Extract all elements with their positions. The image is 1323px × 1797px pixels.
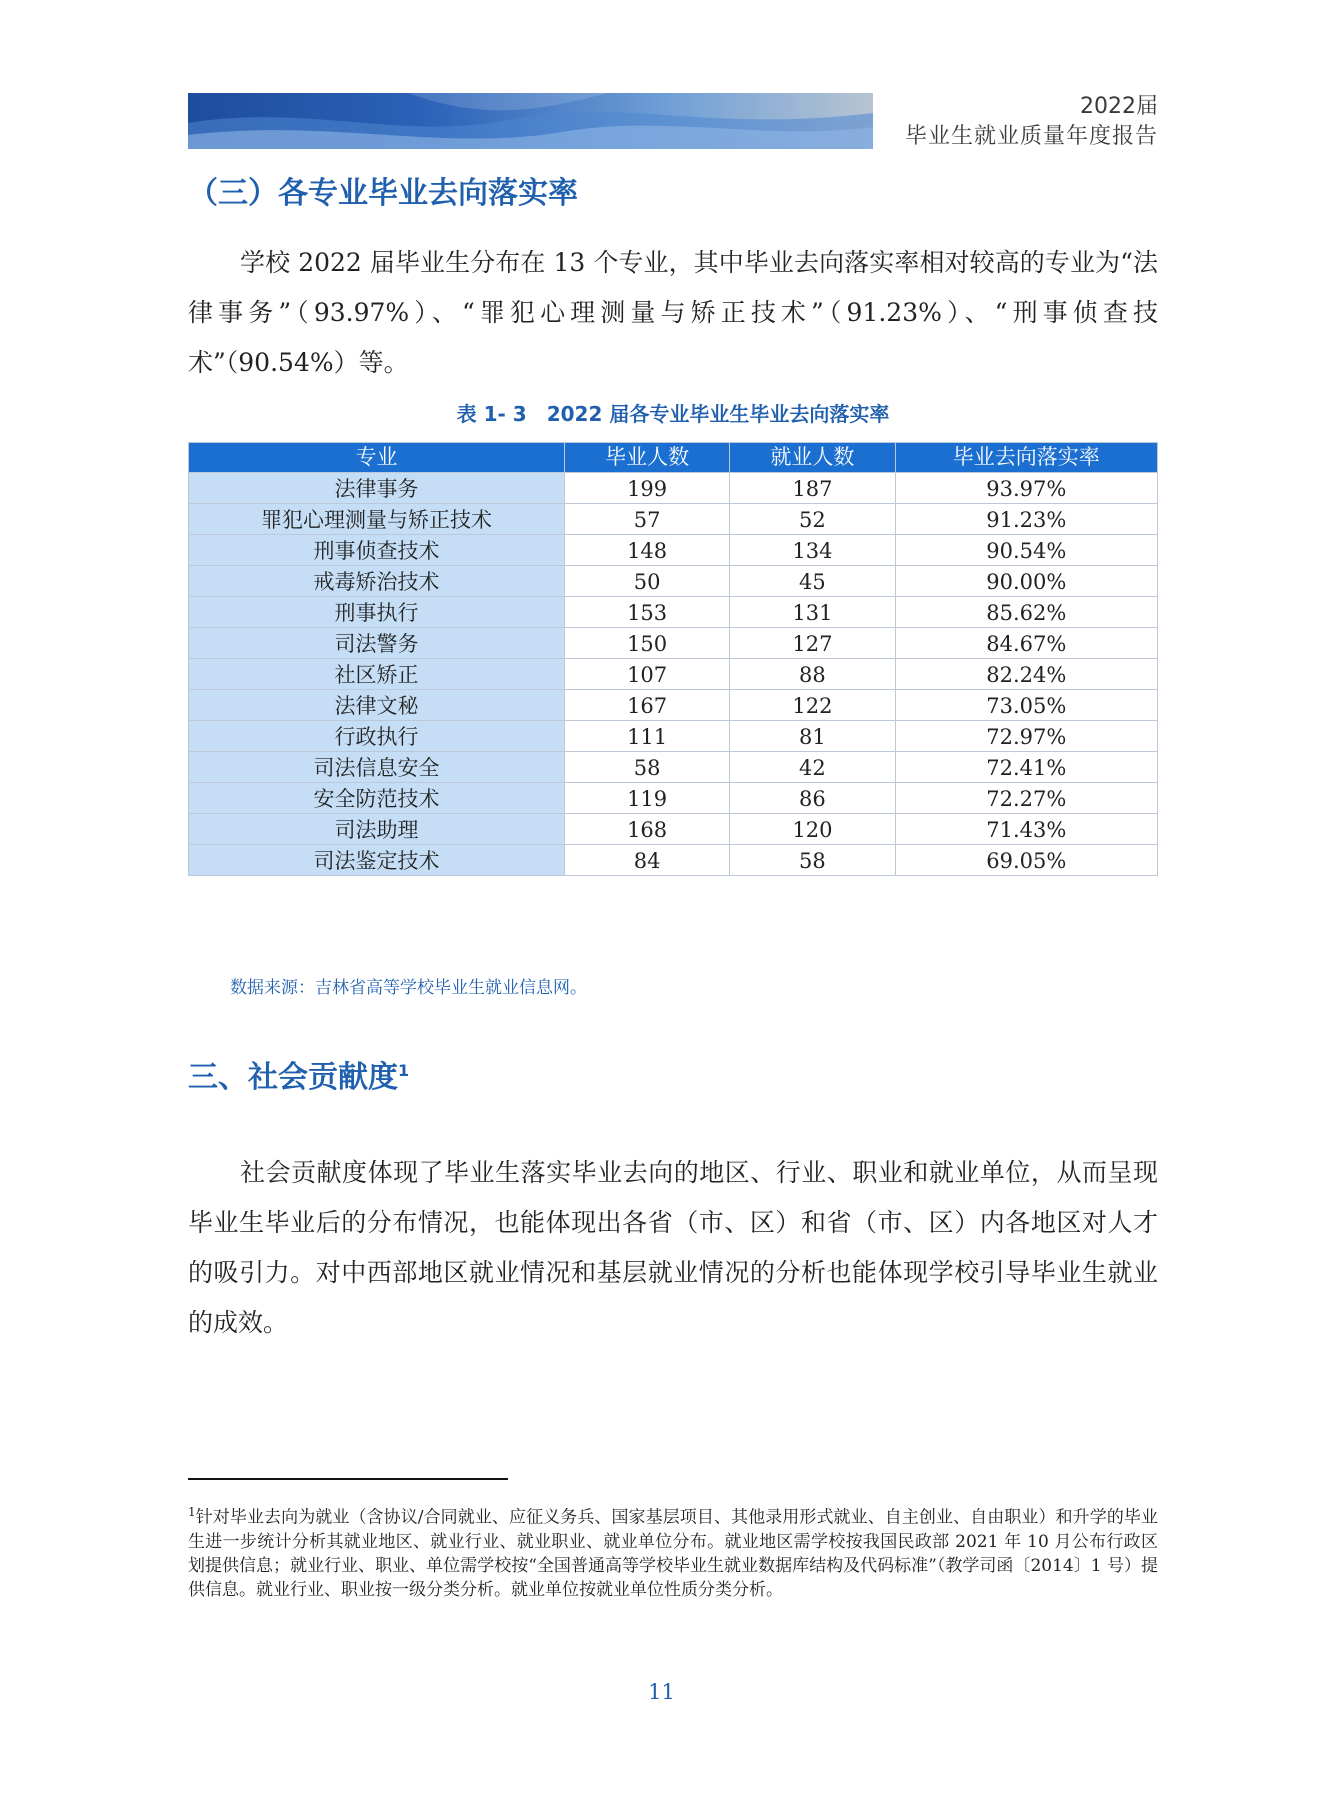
cell-employed: 86: [730, 783, 895, 814]
table-row: [189, 721, 1158, 752]
major-rate-table: [188, 442, 1158, 876]
section-title-2-text: 三、社会贡献度: [188, 1060, 398, 1095]
cell-employed: 81: [730, 721, 895, 752]
cell-employed: 88: [730, 659, 895, 690]
cell-employed: 45: [730, 566, 895, 597]
table-row: [189, 535, 1158, 566]
header-major: 专业: [189, 443, 565, 473]
header-graduates: 毕业人数: [564, 443, 729, 473]
section-title-2: [188, 1052, 409, 1096]
cell-employed: 52: [730, 504, 895, 535]
cell-major: 法律事务: [189, 473, 565, 504]
table-caption: 表 1- 3 2022 届各专业毕业生毕业去向落实率: [456, 402, 890, 426]
section-2-paragraph: 社会贡献度体现了毕业生落实毕业去向的地区、行业、职业和就业单位，从而呈现毕业生毕业后的分布情况，也能体现出各省（市、区）和省（市、区）内各地区对人才的吸引力。对中西部地区就业情况和基层就业情况的分析也能体现学校引导毕业生就业的成效。: [188, 1158, 1158, 1337]
table-row: [189, 597, 1158, 628]
table-row: [189, 783, 1158, 814]
header-employed: 就业人数: [730, 443, 895, 473]
cell-rate: 84.67%: [895, 628, 1157, 659]
cell-graduates: 50: [564, 566, 729, 597]
cell-rate: 69.05%: [895, 845, 1157, 876]
cell-major: 司法助理: [189, 814, 565, 845]
cell-employed: 58: [730, 845, 895, 876]
cell-rate: 73.05%: [895, 690, 1157, 721]
cell-rate: 72.27%: [895, 783, 1157, 814]
cell-rate: 71.43%: [895, 814, 1157, 845]
cell-rate: 72.97%: [895, 721, 1157, 752]
cell-rate: 91.23%: [895, 504, 1157, 535]
table-row: [189, 845, 1158, 876]
cell-employed: 131: [730, 597, 895, 628]
cell-major: 司法鉴定技术: [189, 845, 565, 876]
table-row: [189, 473, 1158, 504]
cell-graduates: 111: [564, 721, 729, 752]
cell-major: 行政执行: [189, 721, 565, 752]
footnote-number: 1: [188, 1505, 196, 1519]
page-number: 11: [648, 1680, 675, 1704]
footnote-mark: 1: [398, 1061, 410, 1080]
cell-graduates: 119: [564, 783, 729, 814]
cell-major: 司法警务: [189, 628, 565, 659]
header-rate: 毕业去向落实率: [895, 443, 1157, 473]
table-row: [189, 814, 1158, 845]
cell-graduates: 150: [564, 628, 729, 659]
cell-rate: 93.97%: [895, 473, 1157, 504]
table-body: [189, 473, 1158, 876]
cell-graduates: 153: [564, 597, 729, 628]
cell-employed: 134: [730, 535, 895, 566]
cell-major: 安全防范技术: [189, 783, 565, 814]
cell-employed: 42: [730, 752, 895, 783]
footnote: [188, 1500, 1158, 1602]
footnote-divider: [188, 1478, 508, 1480]
section-paragraph: 学校 2022 届毕业生分布在 13 个专业，其中毕业去向落实率相对较高的专业为“法律事务”（93.97%）、“罪犯心理测量与矫正技术”（91.23%）、“刑事侦查技术”（90.54%）等。: [188, 248, 1158, 377]
table-row: [189, 566, 1158, 597]
table-header-row: [189, 443, 1158, 473]
cell-major: 法律文秘: [189, 690, 565, 721]
cell-graduates: 168: [564, 814, 729, 845]
cell-graduates: 84: [564, 845, 729, 876]
cell-graduates: 58: [564, 752, 729, 783]
cell-major: 刑事侦查技术: [189, 535, 565, 566]
table-row: [189, 752, 1158, 783]
cell-graduates: 167: [564, 690, 729, 721]
data-source: 数据来源：吉林省高等学校毕业生就业信息网。: [230, 978, 587, 998]
report-header: [905, 92, 1158, 152]
cell-rate: 90.00%: [895, 566, 1157, 597]
cell-graduates: 107: [564, 659, 729, 690]
footnote-text: 针对毕业去向为就业（含协议/合同就业、应征义务兵、国家基层项目、其他录用形式就业、自主创业、自由职业）和升学的毕业生进一步统计分析其就业地区、就业行业、就业职业、就业单位分布。就业地区需学校按我国民政部 2021 年 10 月公布行政区划提供信息；就业行业、职业、单位需学校按“全国普通高等学校毕业生就业数据库结构及代码标准”（教学司函〔2014〕1 号）提供信息。就业行业、职业按一级分类分析。就业单位按就业单位性质分类分析。: [188, 1507, 1158, 1600]
table-row: [189, 659, 1158, 690]
cell-major: 刑事执行: [189, 597, 565, 628]
cell-major: 罪犯心理测量与矫正技术: [189, 504, 565, 535]
cell-graduates: 148: [564, 535, 729, 566]
cell-employed: 187: [730, 473, 895, 504]
table-row: [189, 628, 1158, 659]
table-row: [189, 504, 1158, 535]
cell-major: 司法信息安全: [189, 752, 565, 783]
table-row: [189, 690, 1158, 721]
cell-rate: 82.24%: [895, 659, 1157, 690]
cell-rate: 85.62%: [895, 597, 1157, 628]
cell-graduates: 199: [564, 473, 729, 504]
wave-decoration: [188, 93, 873, 149]
header-report-title: 毕业生就业质量年度报告: [904, 124, 1158, 149]
section-title: （三）各专业毕业去向落实率: [188, 176, 578, 211]
cell-major: 戒毒矫治技术: [189, 566, 565, 597]
cell-rate: 72.41%: [895, 752, 1157, 783]
cell-employed: 120: [730, 814, 895, 845]
cell-employed: 122: [730, 690, 895, 721]
cell-major: 社区矫正: [189, 659, 565, 690]
cell-rate: 90.54%: [895, 535, 1157, 566]
header-year: 2022届: [1080, 94, 1158, 119]
cell-graduates: 57: [564, 504, 729, 535]
header-banner: [188, 93, 873, 149]
cell-employed: 127: [730, 628, 895, 659]
